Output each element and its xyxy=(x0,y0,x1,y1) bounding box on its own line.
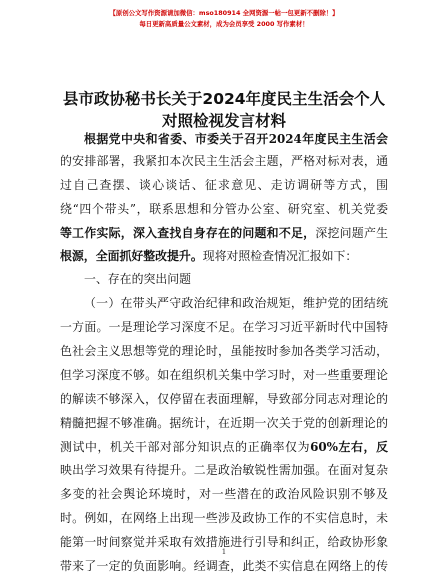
body-text-segment: 反 xyxy=(376,440,388,454)
body-line xyxy=(60,249,388,264)
body-text-segment: 时。例如，在网络上出现一些涉及政协工作的不实信息时，未 xyxy=(60,511,388,525)
body-line xyxy=(60,344,388,359)
body-line xyxy=(60,226,388,241)
body-text-segment: 但学习深度不够。如在组织机关集中学习时，对一些重要理论 xyxy=(60,368,388,382)
body-line xyxy=(60,392,388,407)
body-text-segment: 一方面。一是理论学习深度不足。在学习习近平新时代中国特 xyxy=(60,320,388,334)
body-text-segment: 根据党中央和省委、市委关于召开2024年度民主生活会 xyxy=(84,132,388,146)
body-text-segment: 等工作实际， xyxy=(60,226,133,240)
body-line xyxy=(60,511,388,526)
body-text-segment: 色社会主义思想等党的理论时，虽能按时参加各类学习活动， xyxy=(60,344,388,358)
document-title-line-1: 县市政协秘书长关于2024年度民主生活会个人 xyxy=(62,90,386,108)
body-line xyxy=(60,368,388,383)
body-text-segment: 过自己查摆、谈心谈话、征求意见、走访调研等方式，围 xyxy=(60,178,388,192)
body-text-segment: 多变的社会舆论环境时，对一些潜在的政治风险识别不够及 xyxy=(60,487,388,501)
body-text-segment: 测试中，机关干部对部分知识点的正确率仅为 xyxy=(60,440,311,454)
body-line xyxy=(60,320,388,335)
body-line xyxy=(60,440,388,455)
body-text-segment: 的解读不够深入，仅停留在表面理解，导致部分同志对理论的 xyxy=(60,392,388,406)
body-text-segment: （一）在带头严守政治纪律和政治规矩，维护党的团结统 xyxy=(84,296,388,310)
body-line xyxy=(60,416,388,431)
body-line xyxy=(60,178,388,193)
body-text-segment: 60%左右， xyxy=(310,440,377,454)
page-number: 1 xyxy=(221,548,227,556)
body-line xyxy=(60,487,388,502)
body-line xyxy=(60,463,388,478)
body-line xyxy=(84,272,388,287)
body-line xyxy=(60,559,388,574)
body-text-segment: 带来了一定的负面影响。经调查，此类不实信息在网络上的传 xyxy=(60,559,388,573)
body-text-segment: 深入查找自身存在的问题和不足， xyxy=(132,226,316,240)
promo-banner-line-1: 【原创公文写作资源请加微信：mso180914 全网资源一帖一包更新不删除！】 xyxy=(109,9,339,17)
body-text-segment: 现将对照检查情况汇报如下： xyxy=(202,249,358,263)
body-text-segment: 映出学习效果有待提升。二是政治敏锐性需加强。在面对复杂 xyxy=(60,463,388,477)
body-line xyxy=(84,132,388,147)
body-text-segment: 的安排部署，我紧扣本次民主生活会主题，严格对标对表，通 xyxy=(60,154,388,168)
body-text-segment: 根源， xyxy=(60,249,96,263)
body-text-segment: 绕“四个带头”，联系思想和分管办公室、研究室、机关党委 xyxy=(60,202,388,216)
body-line xyxy=(60,202,388,217)
body-text-segment: 精髓把握不够准确。据统计，在近期一次关于党的创新理论的 xyxy=(60,416,388,430)
document-title-line-2: 对照检视发言材料 xyxy=(161,112,286,130)
body-text-segment: 能第一时间察觉并采取有效措施进行引导和纠正，给政协形象 xyxy=(60,535,388,549)
body-text-segment: 一、存在的突出问题 xyxy=(84,272,192,286)
body-line xyxy=(60,154,388,169)
body-text-segment: 全面抓好整改提升。 xyxy=(95,249,203,263)
body-line xyxy=(84,296,388,311)
body-text-segment: 深挖问题产生 xyxy=(315,226,388,240)
promo-banner-line-2: 每日更新高质量公文素材，成为会员享受 2000 写作素材！ xyxy=(139,20,309,28)
